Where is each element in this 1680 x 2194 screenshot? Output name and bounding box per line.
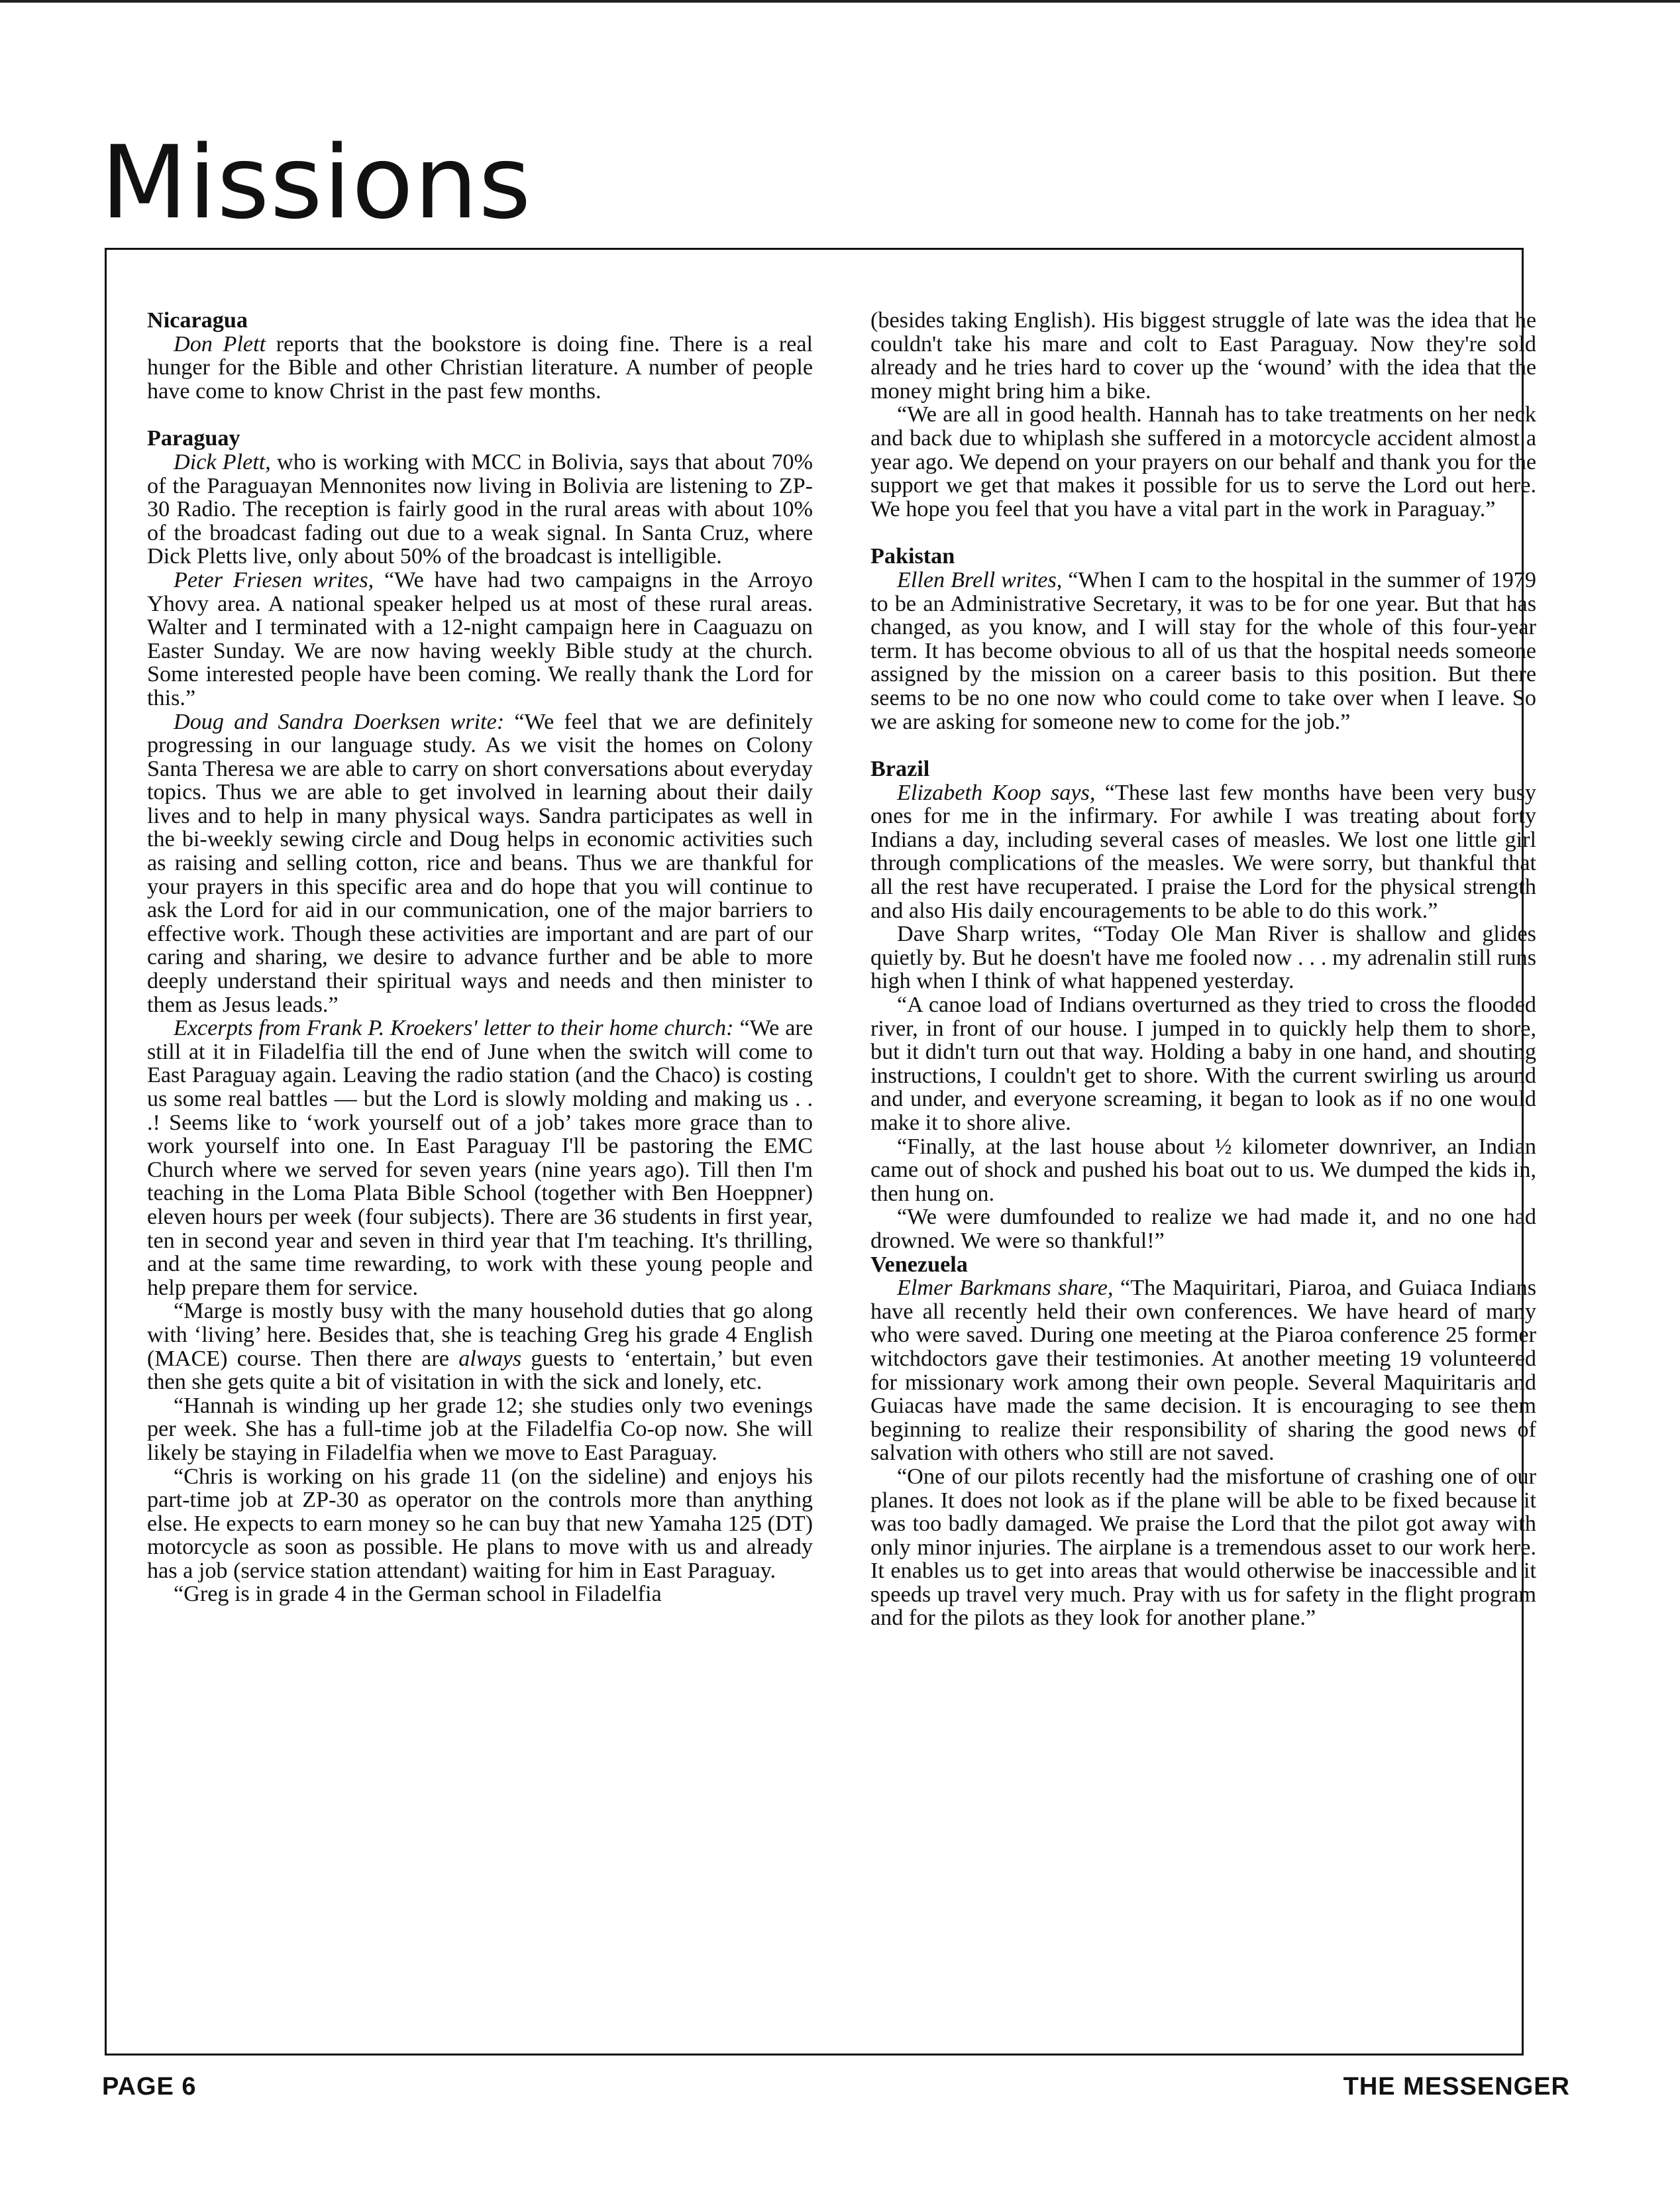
paragraph [147, 1299, 813, 1394]
page-top-border [0, 0, 1680, 3]
section-heading-pakistan: Pakistan [870, 544, 955, 569]
section-nicaragua [147, 309, 813, 403]
paragraph-text: “Marge is mostly busy with the many household duties that go along with ‘living’ here. Besides that, she is teaching Greg his grade 4 English (MACE) course. Then there are [147, 1299, 813, 1371]
paragraph [147, 569, 813, 710]
section-paraguay-continued [870, 309, 1536, 521]
paragraph: “Finally, at the last house about ½ kilometer downriver, an Indian came out of shock and pushed his boat out to us. We dumped the kids in, then hung on. [870, 1134, 1536, 1206]
section-heading-brazil: Brazil [870, 757, 930, 782]
paragraph: Dave Sharp writes, “Today Ole Man River is shallow and glides quietly by. But he doesn't have me fooled now . . . my adrenalin still runs high when I think of what happened yesterday. [870, 922, 1536, 994]
page-title: Missions [101, 124, 532, 241]
paragraph-text: “We have had two campaigns in the Arroyo Yhovy area. A national speaker helped us at most of these rural areas. Walter and I terminated with a 12-night campaign here in Caaguazu on Easter Sunday. We are now having weekly Bible study at the church. Some interested people have been coming. We really thank the Lord for this.” [147, 567, 813, 710]
left-column [147, 309, 813, 1606]
paragraph-text: “When I cam to the hospital in the summer of 1979 to be an Administrative Secretary, it was to be for one year. But that has changed, as you know, and I will stay for the whole of this four-year term. It has become obvious to all of us that the hospital needs someone assigned by the mission on a career basis to this position. But there seems to be no one now who could come to take over when I leave. So we are asking for someone new to come for the job.” [870, 567, 1536, 734]
paragraph-text: “These last few months have been very busy ones for me in the infirmary. For awhile I was treating about forty Indians a day, including several cases of measles. We lost one little girl through complications of the measles. We were sorry, but thankful that all the rest have recuperated. I praise the Lord for the physical strength and also His daily encouragements to be able to do this work.” [870, 780, 1536, 923]
paragraph: “A canoe load of Indians overturned as they tried to cross the flooded river, in front of our house. I jumped in to quickly help them to shore, but it didn't turn out that way. Holding a baby in one hand, and shouting instructions, I couldn't get to shore. With the current swirling us around and under, and everyone screaming, it began to look as if no one would make it to shore alive. [870, 993, 1536, 1135]
section-pakistan [870, 545, 1536, 734]
paragraph [870, 569, 1536, 734]
paragraph: “We are all in good health. Hannah has to take treatments on her neck and back due to whiplash she suffered in a motorcycle accident almost a year ago. We depend on your prayers on our behalf and thank you for the support we get that makes it possible for us to serve the Lord out here. We hope you feel that you have a vital part in the work in Paraguay.” [870, 402, 1536, 521]
section-brazil [870, 757, 1536, 1252]
emphasis: always [458, 1346, 522, 1371]
author-name: Peter Friesen writes, [174, 567, 374, 592]
section-paraguay [147, 427, 813, 1606]
author-name: Elmer Barkmans share, [897, 1276, 1114, 1301]
author-name: Elizabeth Koop says, [897, 780, 1096, 805]
paragraph: “One of our pilots recently had the misfortune of crashing one of our planes. It does not look as if the plane will be able to be fixed because it was too badly damaged. We praise the Lord that the pilot got away with only minor injuries. The airplane is a tremendous asset to our work here. It enables us to get into areas that would otherwise be inaccessible and it speeds up travel very much. Pray with us for safety in the flight program and for the pilots as they look for another plane.” [870, 1464, 1536, 1631]
author-name: Ellen Brell writes, [897, 567, 1063, 592]
paragraph [147, 710, 813, 1017]
section-venezuela [870, 1253, 1536, 1631]
paragraph [147, 1016, 813, 1299]
paragraph: “We were dumfounded to realize we had made it, and no one had drowned. We were so thankful!” [870, 1205, 1536, 1253]
paragraph [147, 451, 813, 569]
paragraph: (besides taking English). His biggest struggle of late was the idea that he couldn't take his mare and colt to East Paraguay. Now they're sold already and he tries hard to cover up the ‘wound’ with the idea that the money might bring him a bike. [870, 308, 1536, 404]
section-heading-nicaragua: Nicaragua [147, 308, 248, 333]
paragraph-text: who is working with MCC in Bolivia, says that about 70% of the Paraguayan Mennonites now living in Bolivia are listening to ZP-30 Radio. The reception is fairly good in the rural areas with about 10% of the broadcast fading out due to a weak signal. In Santa Cruz, where Dick Pletts live, only about 50% of the broadcast is intelligible. [147, 449, 813, 569]
page-number: PAGE 6 [102, 2073, 197, 2101]
right-column [870, 309, 1536, 1630]
paragraph: “Hannah is winding up her grade 12; she studies only two evenings per week. She has a full-time job at the Filadelfia Co-op now. She will likely be staying in Filadelfia when we move to East Paraguay. [147, 1393, 813, 1465]
paragraph: “Greg is in grade 4 in the German school in Filadelfia [174, 1582, 662, 1607]
paragraph [870, 1276, 1536, 1465]
paragraph [870, 781, 1536, 923]
section-heading-paraguay: Paraguay [147, 426, 240, 451]
author-name: Don Plett [174, 331, 266, 357]
author-name: Excerpts from Frank P. Kroekers' letter to their home church: [174, 1016, 734, 1041]
paragraph-text: “We are still at it in Filadelfia till the end of June when the switch will come to East Paraguay again. Leaving the radio station (and the Chaco) is costing us some real battles — but the Lord is slowly molding and making us . . .! Seems like to ‘work yourself out of a job’ takes more grace than to work yourself into one. In East Paraguay I'll be pastoring the EMC Church where we served for seven years (nine years ago). Till then I'm teaching in the Loma Plata Bible School (together with Ben Hoeppner) eleven hours per week (four subjects). There are 36 students in first year, ten in second year and seven in third year that I'm teaching. It's thrilling, and at the same time rewarding, to work with these young people and help prepare them for service. [147, 1016, 813, 1300]
paragraph: “Chris is working on his grade 11 (on the sideline) and enjoys his part-time job at ZP-30 as operator on the controls more than anything else. He expects to earn money so he can buy that new Yamaha 125 (DT) motorcycle as soon as possible. He plans to move with us and already has a job (service station attendant) waiting for him in East Paraguay. [147, 1464, 813, 1583]
author-name: Dick Plett, [174, 449, 271, 474]
publication-name: THE MESSENGER [1343, 2073, 1570, 2101]
author-name: Doug and Sandra Doerksen write: [174, 709, 505, 734]
paragraph-text: guests to ‘entertain,’ but even then she gets quite a bit of visitation in with the sick and lonely, etc. [147, 1346, 813, 1395]
section-heading-venezuela: Venezuela [870, 1252, 968, 1277]
paragraph [147, 333, 813, 404]
paragraph-text: “The Maquiritari, Piaroa, and Guiaca Indians have all recently held their own conferences. We have heard of many who were saved. During one meeting at the Piaroa conference 25 former witchdoctors gave their testimonies. At another meeting 19 volunteered for missionary work among their own people. Several Maquiritaris and Guiacas have made the same decision. It is encouraging to see them beginning to realize their responsibility of sharing the good news of salvation with others who still are not saved. [870, 1276, 1536, 1466]
paragraph-text: reports that the bookstore is doing fine. There is a real hunger for the Bible and other Christian literature. A number of people have come to know Christ in the past few months. [147, 331, 813, 404]
paragraph-text: “We feel that we are definitely progressing in our language study. As we visit the homes on Colony Santa Theresa we are able to carry on short conversations about everyday topics. Thus we are able to get involved in learning about their daily lives and to help in many physical ways. Sandra participates as well in the bi-weekly sewing circle and Doug helps in economic activities such as raising and selling cotton, rice and beans. Thus we are thankful for your prayers in this specific area and do hope that you will continue to ask the Lord for aid in our communication, one of the major barriers to effective work. Though these activities are important and are part of our caring and sharing, we desire to advance further and be able to more deeply understand their spiritual ways and needs and then minister to them as Jesus leads.” [147, 709, 813, 1017]
